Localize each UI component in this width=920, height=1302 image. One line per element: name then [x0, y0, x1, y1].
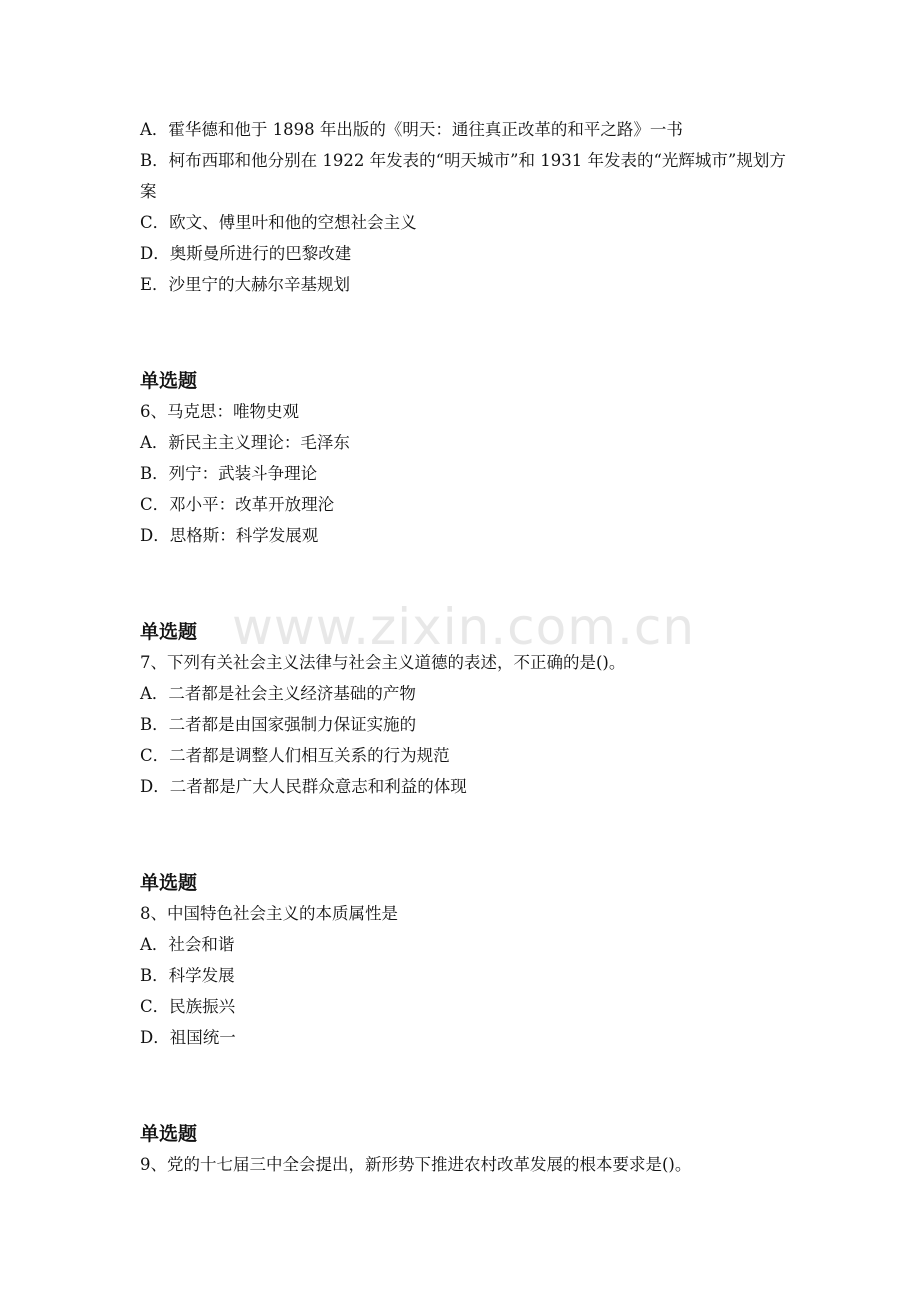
- option-c: C．民族振兴: [140, 997, 236, 1016]
- spacer: [140, 1053, 800, 1119]
- option-e: E．沙里宁的大赫尔辛基规划: [140, 275, 351, 294]
- option-c: C．邓小平：改革开放理沦: [140, 495, 335, 514]
- option-b: B．科学发展: [140, 966, 235, 985]
- question-type-heading: 单选题: [140, 621, 198, 643]
- option-c: C．欧文、傅里叶和他的空想社会主义: [140, 213, 417, 232]
- question-stem: 6、马克思：唯物史观: [140, 402, 299, 421]
- option-c: C．二者都是调整人们相互关系的行为规范: [140, 746, 450, 765]
- question-stem: 7、下列有关社会主义法律与社会主义道德的表述，不正确的是()。: [140, 653, 626, 672]
- option-d: D．思格斯：科学发展观: [140, 526, 319, 545]
- spacer: [140, 300, 800, 366]
- spacer: [140, 802, 800, 868]
- question-stem: 8、中国特色社会主义的本质属性是: [140, 904, 398, 923]
- question-type-heading: 单选题: [140, 872, 198, 894]
- option-b: B．列宁：武装斗争理论: [140, 464, 318, 483]
- question-8: [140, 868, 800, 1053]
- option-b: B．二者都是由国家强制力保证实施的: [140, 715, 417, 734]
- question-type-heading: 单选题: [140, 370, 198, 392]
- option-a: A．新民主主义理论：毛泽东: [140, 433, 350, 452]
- question-type-heading: 单选题: [140, 1123, 198, 1145]
- option-d: D．祖国统一: [140, 1028, 236, 1047]
- question-stem: 9、党的十七届三中全会提出，新形势下推进农村改革发展的根本要求是()。: [140, 1155, 692, 1174]
- option-a: A．社会和谐: [140, 935, 235, 954]
- watermark: www.zixin.com.cn: [232, 598, 696, 656]
- document-content: [140, 114, 800, 1180]
- spacer: [140, 551, 800, 617]
- option-a: A．二者都是社会主义经济基础的产物: [140, 684, 416, 703]
- question-7: [140, 617, 800, 802]
- option-d: D．奥斯曼所进行的巴黎改建: [140, 244, 352, 263]
- option-d: D．二者都是广大人民群众意志和利益的体现: [140, 777, 467, 796]
- question-5-options: [140, 114, 800, 300]
- option-b: B．柯布西耶和他分别在 1922 年发表的“明天城市”和 1931 年发表的“光辉城市”规划方案: [140, 151, 786, 201]
- question-9: [140, 1119, 800, 1180]
- question-6: [140, 366, 800, 551]
- option-a: A．霍华德和他于 1898 年出版的《明天：通往真正改革的和平之路》一书: [140, 120, 683, 139]
